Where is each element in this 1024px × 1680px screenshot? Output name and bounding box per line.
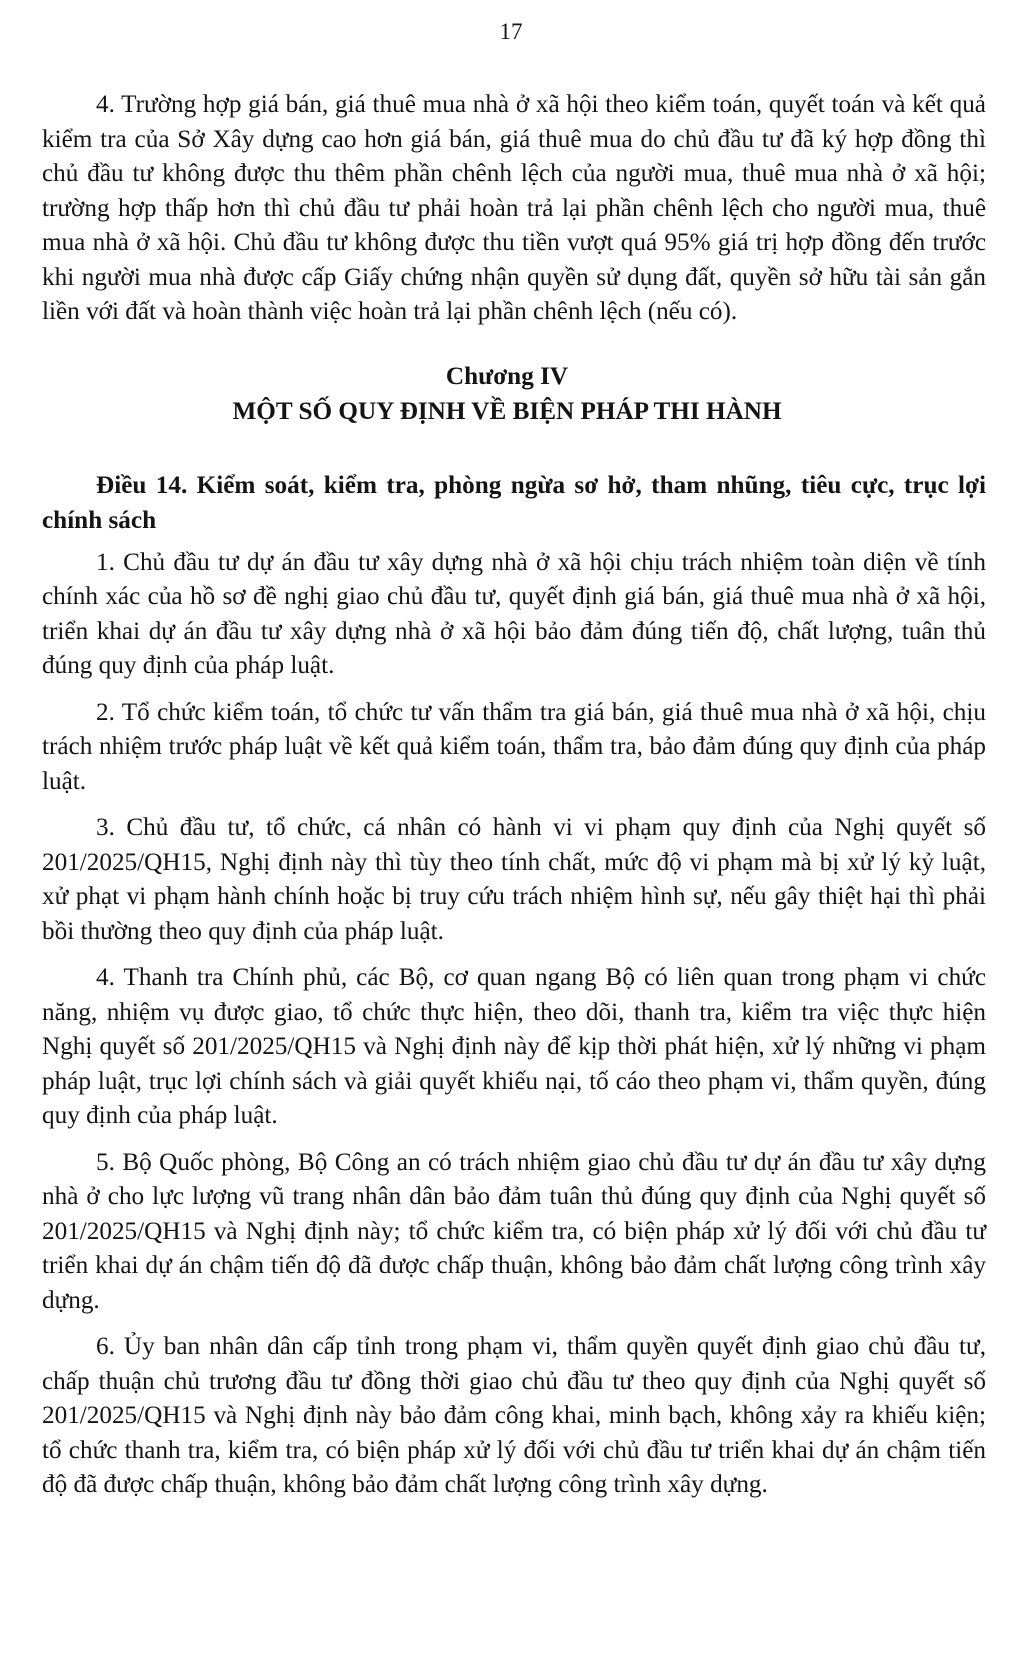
chapter-heading: [42, 360, 986, 430]
article-paragraph-4: 4. Thanh tra Chính phủ, các Bộ, cơ quan ngang Bộ có liên quan trong phạm vi chức năng, nhiệm vụ được giao, tổ chức thực hiện, theo dõi, thanh tra, kiểm tra việc thực hiện Nghị quyết số 201/2025/QH15 và Nghị định này để kịp thời phát hiện, xử lý những vi phạm pháp luật, trục lợi chính sách và giải quyết khiếu nại, tố cáo theo phạm vi, thẩm quyền, đúng quy định của pháp luật.: [42, 964, 986, 1129]
article-paragraph-2: 2. Tổ chức kiểm toán, tổ chức tư vấn thẩm tra giá bán, giá thuê mua nhà ở xã hội, chịu trách nhiệm trước pháp luật về kết quả kiểm toán, thẩm tra, bảo đảm đúng quy định của pháp luật.: [42, 698, 986, 795]
article-heading: Điều 14. Kiểm soát, kiểm tra, phòng ngừa sơ hở, tham nhũng, tiêu cực, trục lợi chính sách: [42, 471, 986, 534]
article-paragraph-1: 1. Chủ đầu tư dự án đầu tư xây dựng nhà ở xã hội chịu trách nhiệm toàn diện về tính chính xác của hồ sơ đề nghị giao chủ đầu tư, quyết định giá bán, giá thuê mua nhà ở xã hội, triển khai dự án đầu tư xây dựng nhà ở xã hội bảo đảm đúng tiến độ, chất lượng, tuân thủ đúng quy định của pháp luật.: [42, 548, 986, 679]
chapter-label: Chương IV: [445, 362, 569, 390]
chapter-title: MỘT SỐ QUY ĐỊNH VỀ BIỆN PHÁP THI HÀNH: [232, 397, 782, 425]
article-paragraph-5: 5. Bộ Quốc phòng, Bộ Công an có trách nhiệm giao chủ đầu tư dự án đầu tư xây dựng nhà ở cho lực lượng vũ trang nhân dân bảo đảm tuân thủ đúng quy định của Nghị quyết số 201/2025/QH15 và Nghị định này; tổ chức kiểm tra, có biện pháp xử lý đối với chủ đầu tư triển khai dự án chậm tiến độ đã được chấp thuận, không bảo đảm chất lượng công trình xây dựng.: [42, 1148, 986, 1314]
page-number: 17: [499, 19, 523, 44]
article-paragraph-6: 6. Ủy ban nhân dân cấp tỉnh trong phạm vi, thẩm quyền quyết định giao chủ đầu tư, chấp thuận chủ trương đầu tư đồng thời giao chủ đầu tư theo quy định của Nghị quyết số 201/2025/QH15 và Nghị định này bảo đảm công khai, minh bạch, không xảy ra khiếu kiện; tổ chức thanh tra, kiểm tra, có biện pháp xử lý đối với chủ đầu tư triển khai dự án chậm tiến độ đã được chấp thuận, không bảo đảm chất lượng công trình xây dựng.: [42, 1333, 986, 1498]
article-paragraph-3: 3. Chủ đầu tư, tổ chức, cá nhân có hành vi vi phạm quy định của Nghị quyết số 201/2025/QH15, Nghị định này thì tùy theo tính chất, mức độ vi phạm mà bị xử lý kỷ luật, xử phạt vi phạm hành chính hoặc bị truy cứu trách nhiệm hình sự, nếu gây thiệt hại thì phải bồi thường theo quy định của pháp luật.: [42, 814, 986, 945]
paragraph-previous-4: 4. Trường hợp giá bán, giá thuê mua nhà ở xã hội theo kiểm toán, quyết toán và kết quả kiểm tra của Sở Xây dựng cao hơn giá bán, giá thuê mua do chủ đầu tư đã ký hợp đồng thì chủ đầu tư không được thu thêm phần chênh lệch của người mua, thuê mua nhà ở xã hội; trường hợp thấp hơn thì chủ đầu tư phải hoàn trả lại phần chênh lệch cho người mua, thuê mua nhà ở xã hội. Chủ đầu tư không được thu tiền vượt quá 95% giá trị hợp đồng đến trước khi người mua nhà được cấp Giấy chứng nhận quyền sử dụng đất, quyền sở hữu tài sản gắn liền với đất và hoàn thành việc hoàn trả lại phần chênh lệch (nếu có).: [42, 91, 986, 325]
